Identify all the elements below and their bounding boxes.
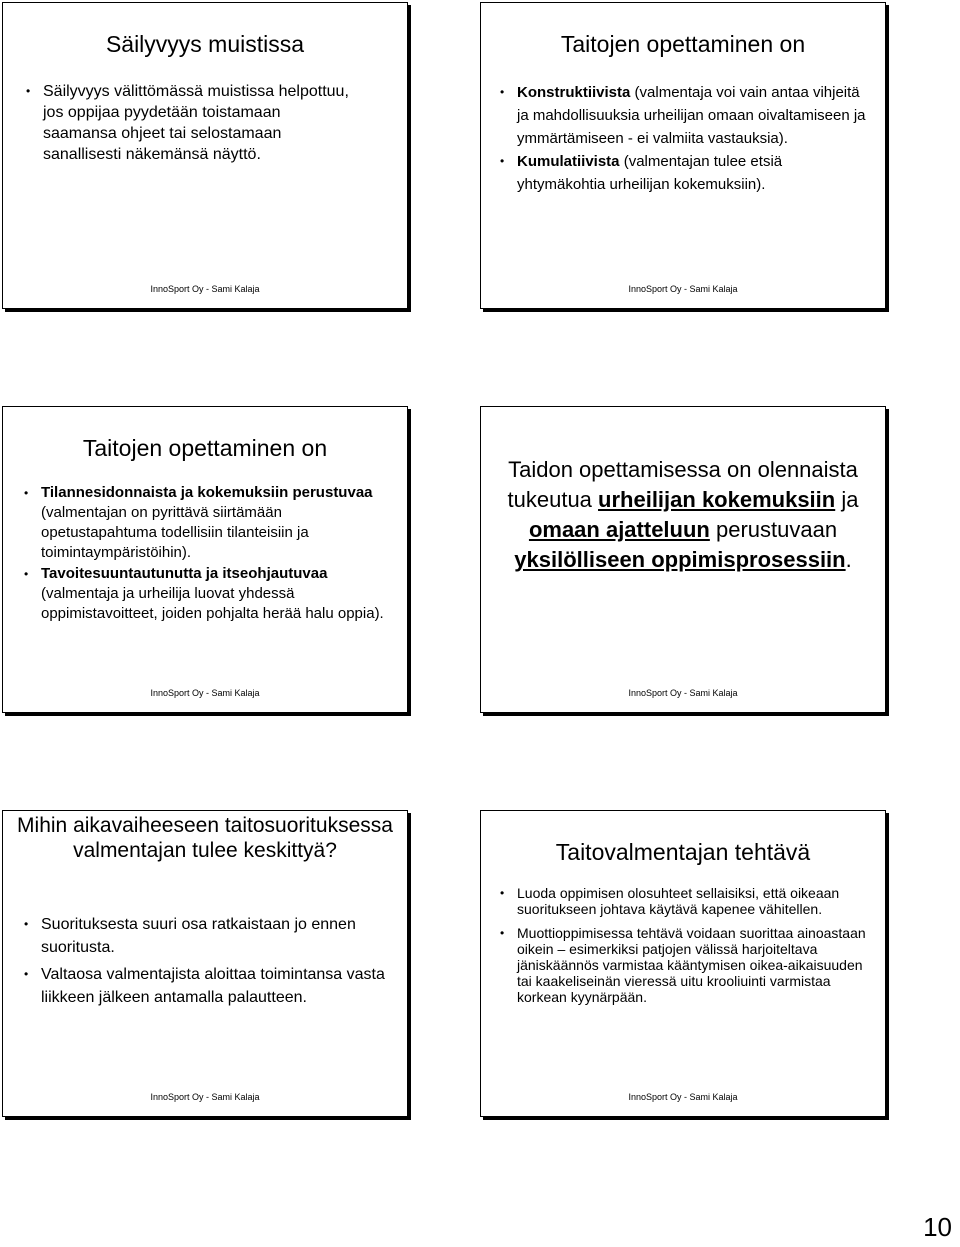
bullet-list <box>499 885 869 1013</box>
list-item: • Valtaosa valmentajista aloittaa toimintansa vasta liikkeen jälkeen antamalla palautteen. <box>23 963 393 1009</box>
list-item: • Kumulatiivista (valmentajan tulee etsiä yhtymäkohtia urheilijan kokemuksiin). <box>499 150 874 196</box>
slide-title: Mihin aikavaiheeseen taitosuorituksessa valmentajan tulee keskittyä? <box>17 814 393 862</box>
slide-title: Taitojen opettaminen on <box>82 435 328 461</box>
list-item: • Luoda oppimisen olosuhteet sellaisiksi, että oikeaan suoritukseen johtava käytävä kapenee vähitellen. <box>500 885 840 917</box>
emphasis: omaan ajatteluun <box>528 517 710 542</box>
slide-footer: InnoSport Oy - Sami Kalaja <box>150 284 260 294</box>
bullet-icon: • <box>26 84 31 98</box>
slide-2 <box>480 2 886 309</box>
bullet-icon: • <box>500 85 505 99</box>
bullet-icon: • <box>24 967 29 981</box>
emphasis: urheilijan kokemuksiin <box>598 487 836 512</box>
slide-footer: InnoSport Oy - Sami Kalaja <box>150 688 260 698</box>
slide-6 <box>480 810 886 1117</box>
bullet-list <box>23 483 393 625</box>
bullet-list <box>499 81 874 196</box>
slide-footer: InnoSport Oy - Sami Kalaja <box>628 688 738 698</box>
slide-footer: InnoSport Oy - Sami Kalaja <box>628 1092 738 1102</box>
slide-5 <box>2 810 408 1117</box>
list-item: • Säilyvyys välittömässä muistissa helpottuu, jos oppijaa pyydetään toistamaan saamansa ohjeet tai selostamaan sanallisesti näkemänsä näyttö. <box>26 83 349 163</box>
slide-title: Taitovalmentajan tehtävä <box>555 839 811 865</box>
list-item: • Suorituksesta suuri osa ratkaistaan jo ennen suoritusta. <box>23 913 393 959</box>
bullet-icon: • <box>24 486 29 500</box>
slide-footer: InnoSport Oy - Sami Kalaja <box>150 1092 260 1102</box>
bullet-icon: • <box>500 926 505 940</box>
slide-title: Säilyvyys muistissa <box>105 31 305 57</box>
slide-title: Taitojen opettaminen on <box>560 31 806 57</box>
bullet-icon: • <box>24 567 29 581</box>
slide-1 <box>2 2 408 309</box>
slide-statement: Taidon opettamisessa on olennaista tukeutua urheilijan kokemuksiin ja omaan ajatteluun perustuvaan yksilölliseen oppimisprosessiin. <box>507 457 859 572</box>
list-item: • Tavoitesuuntautunutta ja itseohjautuvaa (valmentaja ja urheilija luovat yhdessä oppimistavoitteet, joiden pohjalta herää halu oppia). <box>24 565 384 622</box>
slide-footer: InnoSport Oy - Sami Kalaja <box>628 284 738 294</box>
bullet-icon: • <box>500 154 505 168</box>
page-number: 10 <box>923 1212 952 1242</box>
slide-3 <box>2 406 408 713</box>
bullet-icon: • <box>500 886 505 900</box>
list-item: • Muottioppimisessa tehtävä voidaan suorittaa ainoastaan oikein – esimerkiksi patjojen välissä harjoiteltava jäniskäännös varmistaa kääntymisen oikea-aikaisuuden tai kaakeliseinän vieressä uitu krooliuinti varmistaa korkean kyynärpään. <box>500 925 866 1005</box>
bullet-icon: • <box>24 917 29 931</box>
emphasis: yksilölliseen oppimisprosessiin <box>514 547 846 572</box>
bullet-list <box>25 81 355 165</box>
list-item: • Tilannesidonnaista ja kokemuksiin perustuvaa (valmentajan on pyrittävä siirtämään opetustapahtuma todellisiin tilanteisiin ja toimintaympäristöihin). <box>24 484 373 561</box>
slide-4 <box>480 406 886 713</box>
list-item: • Konstruktiivista (valmentaja voi vain antaa vihjeitä ja mahdollisuuksia urheilijan omaan oivaltamiseen ja ymmärtämiseen - ei valmiita vastauksia). <box>499 81 874 150</box>
bullet-list <box>23 913 393 1013</box>
